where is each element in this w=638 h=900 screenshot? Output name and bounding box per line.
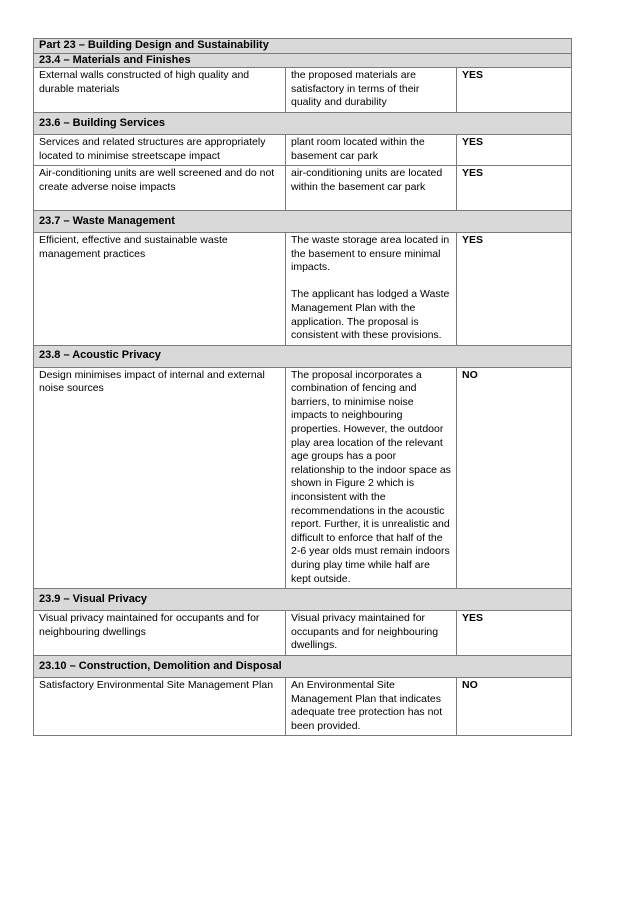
compliance-result: YES: [457, 68, 572, 113]
compliance-result: NO: [457, 367, 572, 589]
compliance-result: YES: [457, 611, 572, 656]
comment-paragraph: plant room located within the basement car park: [291, 135, 425, 162]
control-cell: Services and related structures are appropriately located to minimise streetscape impact: [34, 134, 286, 165]
comment-cell: [286, 232, 457, 345]
part-heading-row: [34, 39, 572, 54]
section-heading-row: [34, 589, 572, 611]
comment-cell: [286, 677, 457, 735]
control-cell: External walls constructed of high quality and durable materials: [34, 68, 286, 113]
section-heading-row: [34, 210, 572, 232]
comment-cell: [286, 68, 457, 113]
section-heading-row: [34, 53, 572, 68]
section-heading: 23.9 – Visual Privacy: [34, 589, 572, 611]
comment-paragraph: The applicant has lodged a Waste Management Plan with the application. The proposal is consistent with these provisions.: [291, 288, 450, 342]
table-row: [34, 677, 572, 735]
control-cell: Air-conditioning units are well screened and do not create adverse noise impacts: [34, 166, 286, 211]
section-heading: 23.7 – Waste Management: [34, 210, 572, 232]
control-cell: Satisfactory Environmental Site Management Plan: [34, 677, 286, 735]
comment-paragraph: The proposal incorporates a combination of fencing and barriers, to minimise noise impacts to neighbouring properties. However, the outdoor play area location of the relevant age groups has a poor relationship to the indoor space as shown in Figure 2 which is inconsistent with the recommendations in the acoustic report. Further, it is unrealistic and difficult to enforce that half of the 2-6 year olds must remain indoors during play time while half are kept outside.: [291, 368, 451, 585]
comment-cell: [286, 166, 457, 211]
comment-paragraph: The waste storage area located in the basement to ensure minimal impacts.: [291, 233, 450, 274]
table-row: [34, 232, 572, 345]
table-row: [34, 134, 572, 165]
comment-cell: [286, 367, 457, 589]
section-heading-row: [34, 655, 572, 677]
section-heading-row: [34, 112, 572, 134]
compliance-result: YES: [457, 232, 572, 345]
control-cell: Visual privacy maintained for occupants and for neighbouring dwellings: [34, 611, 286, 656]
comment-paragraph: the proposed materials are satisfactory in terms of their quality and durability: [291, 69, 420, 109]
part-title: Part 23 – Building Design and Sustainability: [34, 39, 572, 54]
table-row: [34, 367, 572, 589]
control-cell: Efficient, effective and sustainable waste management practices: [34, 232, 286, 345]
compliance-result: YES: [457, 166, 572, 211]
comment-paragraph: Visual privacy maintained for occupants and for neighbouring dwellings.: [291, 612, 439, 652]
section-heading: 23.6 – Building Services: [34, 112, 572, 134]
table-row: [34, 611, 572, 656]
section-heading: 23.10 – Construction, Demolition and Disposal: [34, 655, 572, 677]
table-row: [34, 68, 572, 113]
compliance-result: YES: [457, 134, 572, 165]
section-heading: 23.4 – Materials and Finishes: [34, 53, 572, 68]
section-heading-row: [34, 345, 572, 367]
comment-paragraph: An Environmental Site Management Plan that indicates adequate tree protection has not been provided.: [291, 678, 443, 732]
compliance-table-body: [34, 39, 572, 736]
compliance-table: [33, 38, 572, 736]
section-heading: 23.8 – Acoustic Privacy: [34, 345, 572, 367]
comment-paragraph: air-conditioning units are located within the basement car park: [291, 167, 443, 193]
table-row: [34, 166, 572, 211]
comment-cell: [286, 134, 457, 165]
compliance-result: NO: [457, 677, 572, 735]
comment-cell: [286, 611, 457, 656]
control-cell: Design minimises impact of internal and external noise sources: [34, 367, 286, 589]
